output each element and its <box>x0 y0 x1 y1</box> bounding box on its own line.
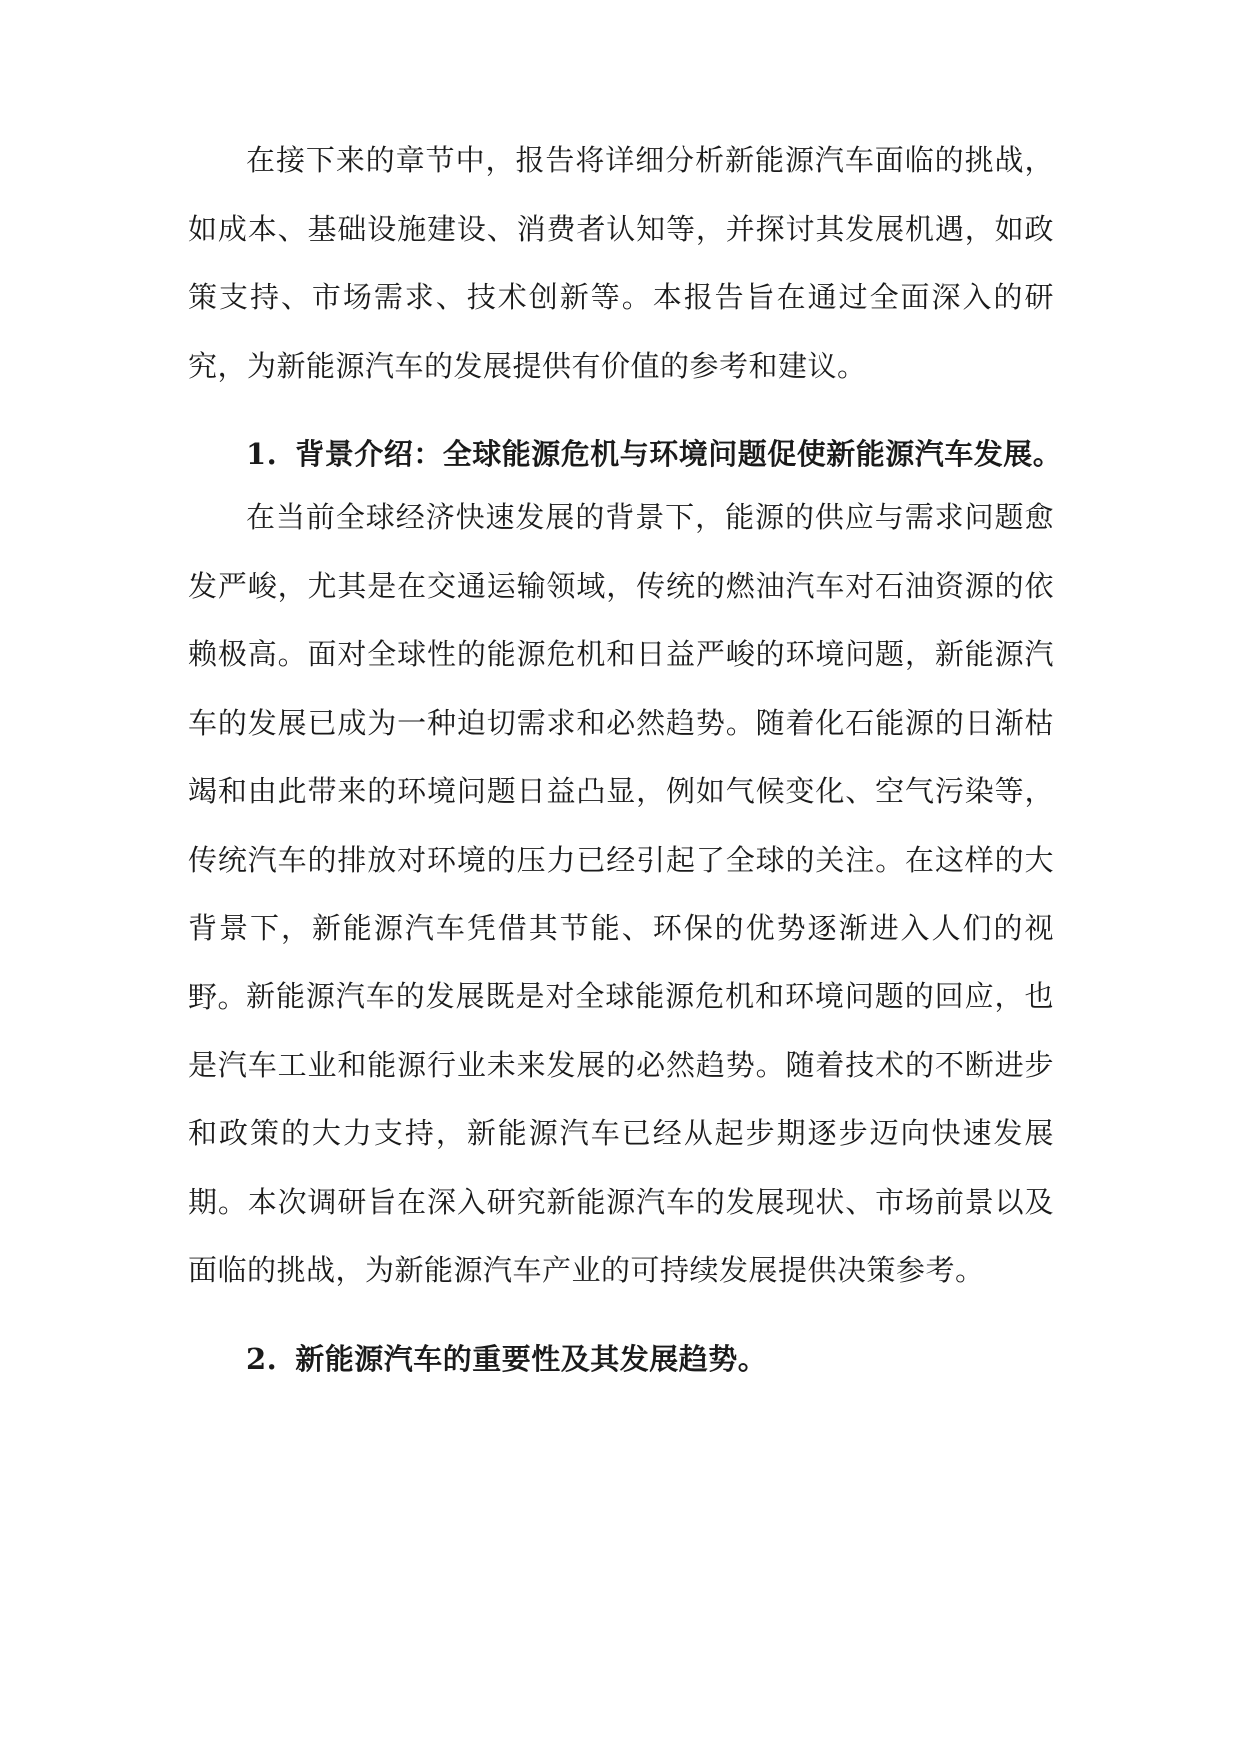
section-number: 1. <box>246 437 278 471</box>
background-paragraph: 在当前全球经济快速发展的背景下，能源的供应与需求问题愈发严峻，尤其是在交通运输领域，传统的燃油汽车对石油资源的依赖极高。面对全球性的能源危机和日益严峻的环境问题，新能源汽车的发展已成为一种迫切需求和必然趋势。随着化石能源的日渐枯竭和由此带来的环境问题日益凸显，例如气候变化、空气污染等，传统汽车的排放对环境的压力已经引起了全球的关注。在这样的大背景下，新能源汽车凭借其节能、环保的优势逐渐进入人们的视野。 <box>188 500 1054 1014</box>
significance-paragraph: 新能源汽车的发展既是对全球能源危机和环境问题的回应，也是汽车工业和能源行业未来发展的必然趋势。随着技术的不断进步和政策的大力支持，新能源汽车已经从起步期逐步迈向快速发展期。本次调研旨在深入研究新能源汽车的发展现状、市场前景以及面临的挑战，为新能源汽车产业的可持续发展提供决策参考。 <box>188 979 1054 1287</box>
intro-paragraph: 在接下来的章节中，报告将详细分析新能源汽车面临的挑战，如成本、基础设施建设、消费者认知等，并探讨其发展机遇，如政策支持、市场需求、技术创新等。本报告旨在通过全面深入的研究，为新能源汽车的发展提供有价值的参考和建议。 <box>188 143 1054 383</box>
section-title: 背景介绍：全球能源危机与环境问题促使新能源汽车发展。 <box>295 437 1063 471</box>
section-title: 新能源汽车的重要性及其发展趋势。 <box>295 1342 768 1376</box>
section-number: 2. <box>246 1342 278 1376</box>
section-heading-importance <box>246 1339 1066 1379</box>
section-heading-background <box>246 434 1066 474</box>
